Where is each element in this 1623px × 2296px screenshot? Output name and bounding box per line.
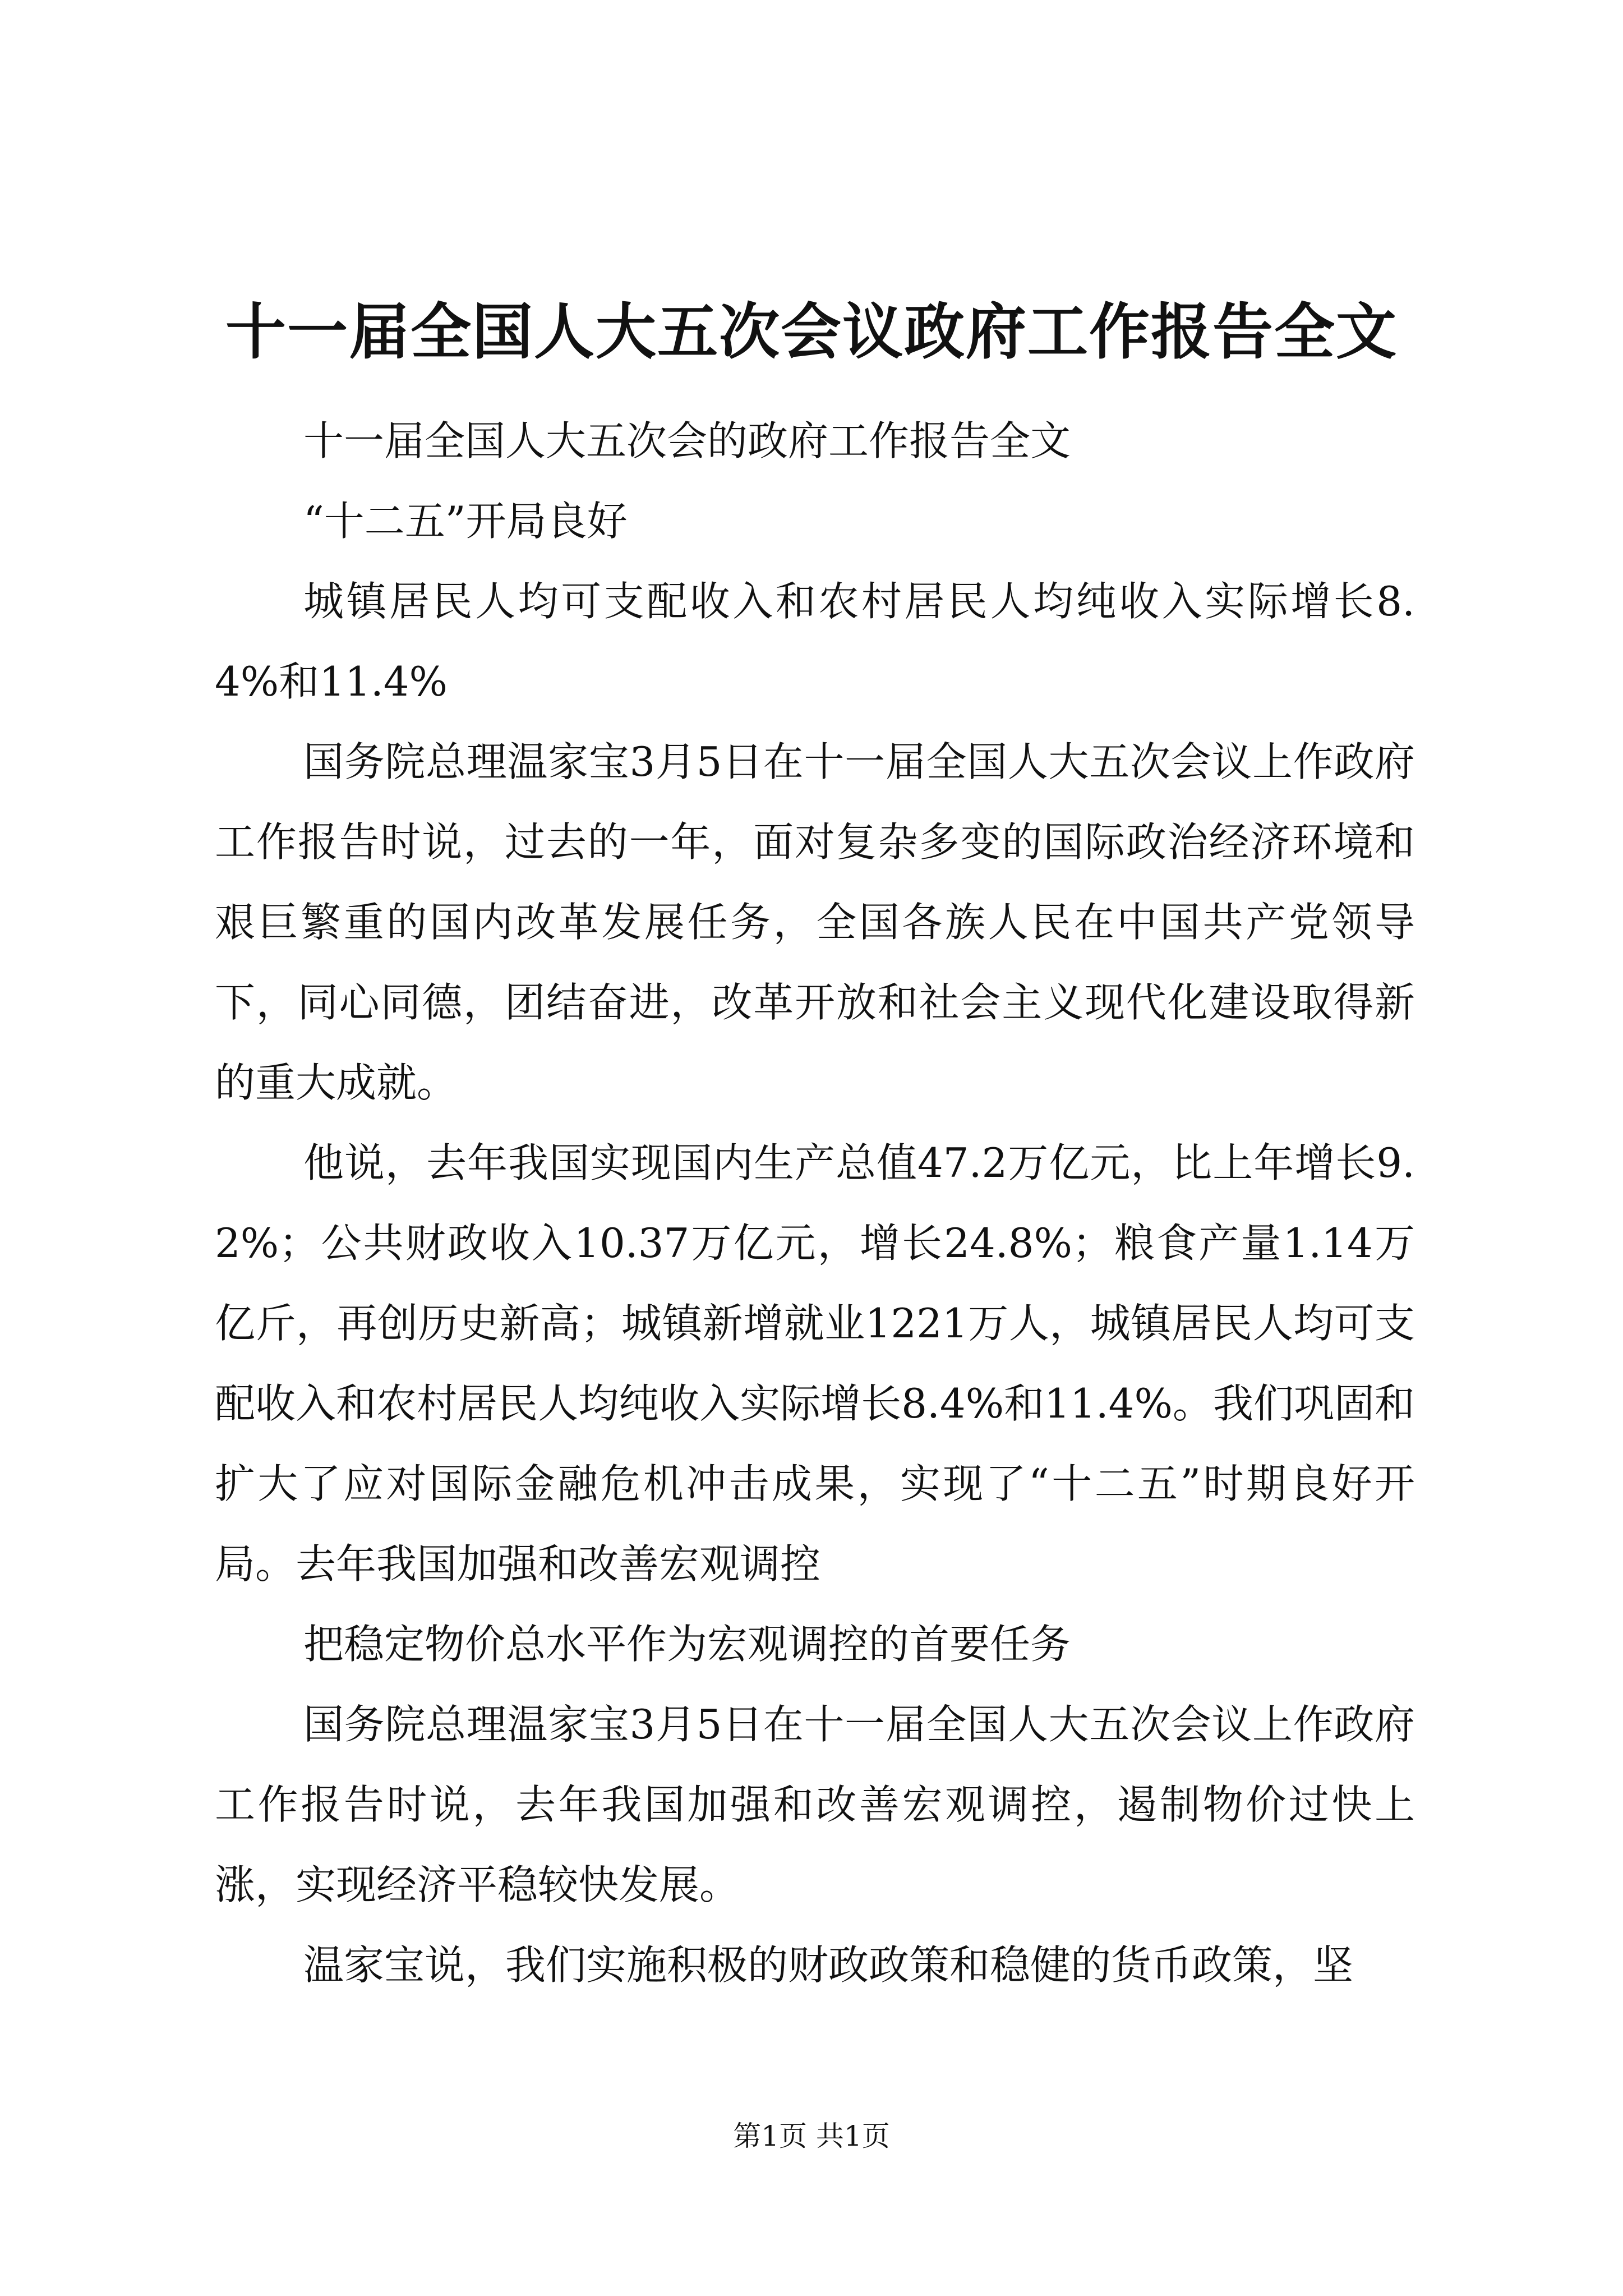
paragraph-price-stability: 把稳定物价总水平作为宏观调控的首要任务 xyxy=(303,1621,1071,1668)
paragraph-heading-good-start: “十二五”开局良好 xyxy=(303,498,628,545)
paragraph-macro-control: 国务院总理温家宝3月5日在十一届全国人大五次会议上作政府工作报告时说，去年我国加强和改善宏观调控，遏制物价过快上涨，实现经济平稳较快发展。 xyxy=(215,1701,1415,1908)
paragraph-economic-figures: 他说，去年我国实现国内生产总值47.2万亿元，比上年增长9.2%；公共财政收入10.37万亿元，增长24.8%；粮食产量1.14万亿斤，再创历史新高；城镇新增就业1221万人，城镇居民人均可支配收入和农村居民人均纯收入实际增长8.4%和11.4%。我们巩固和扩大了应对国际金融危机冲击成果，实现了“十二五”时期良好开局。去年我国加强和改善宏观调控 xyxy=(215,1139,1415,1588)
paragraph-report-intro: 国务院总理温家宝3月5日在十一届全国人大五次会议上作政府工作报告时说，过去的一年，面对复杂多变的国际政治经济环境和艰巨繁重的国内改革发展任务，全国各族人民在中国共产党领导下，同心同德，团结奋进，改革开放和社会主义现代化建设取得新的重大成就。 xyxy=(215,738,1415,1106)
paragraph-fiscal-policy: 温家宝说，我们实施积极的财政政策和稳健的货币政策，坚 xyxy=(303,1941,1354,1989)
paragraph-subtitle: 十一届全国人大五次会的政府工作报告全文 xyxy=(303,417,1071,464)
page-number-footer: 第1页 共1页 xyxy=(733,2120,890,2152)
paragraph-income-growth: 城镇居民人均可支配收入和农村居民人均纯收入实际增长8.4%和11.4% xyxy=(215,578,1415,705)
document-body xyxy=(215,401,1415,2005)
document-title: 十一届全国人大五次会议政府工作报告全文 xyxy=(225,297,1398,367)
